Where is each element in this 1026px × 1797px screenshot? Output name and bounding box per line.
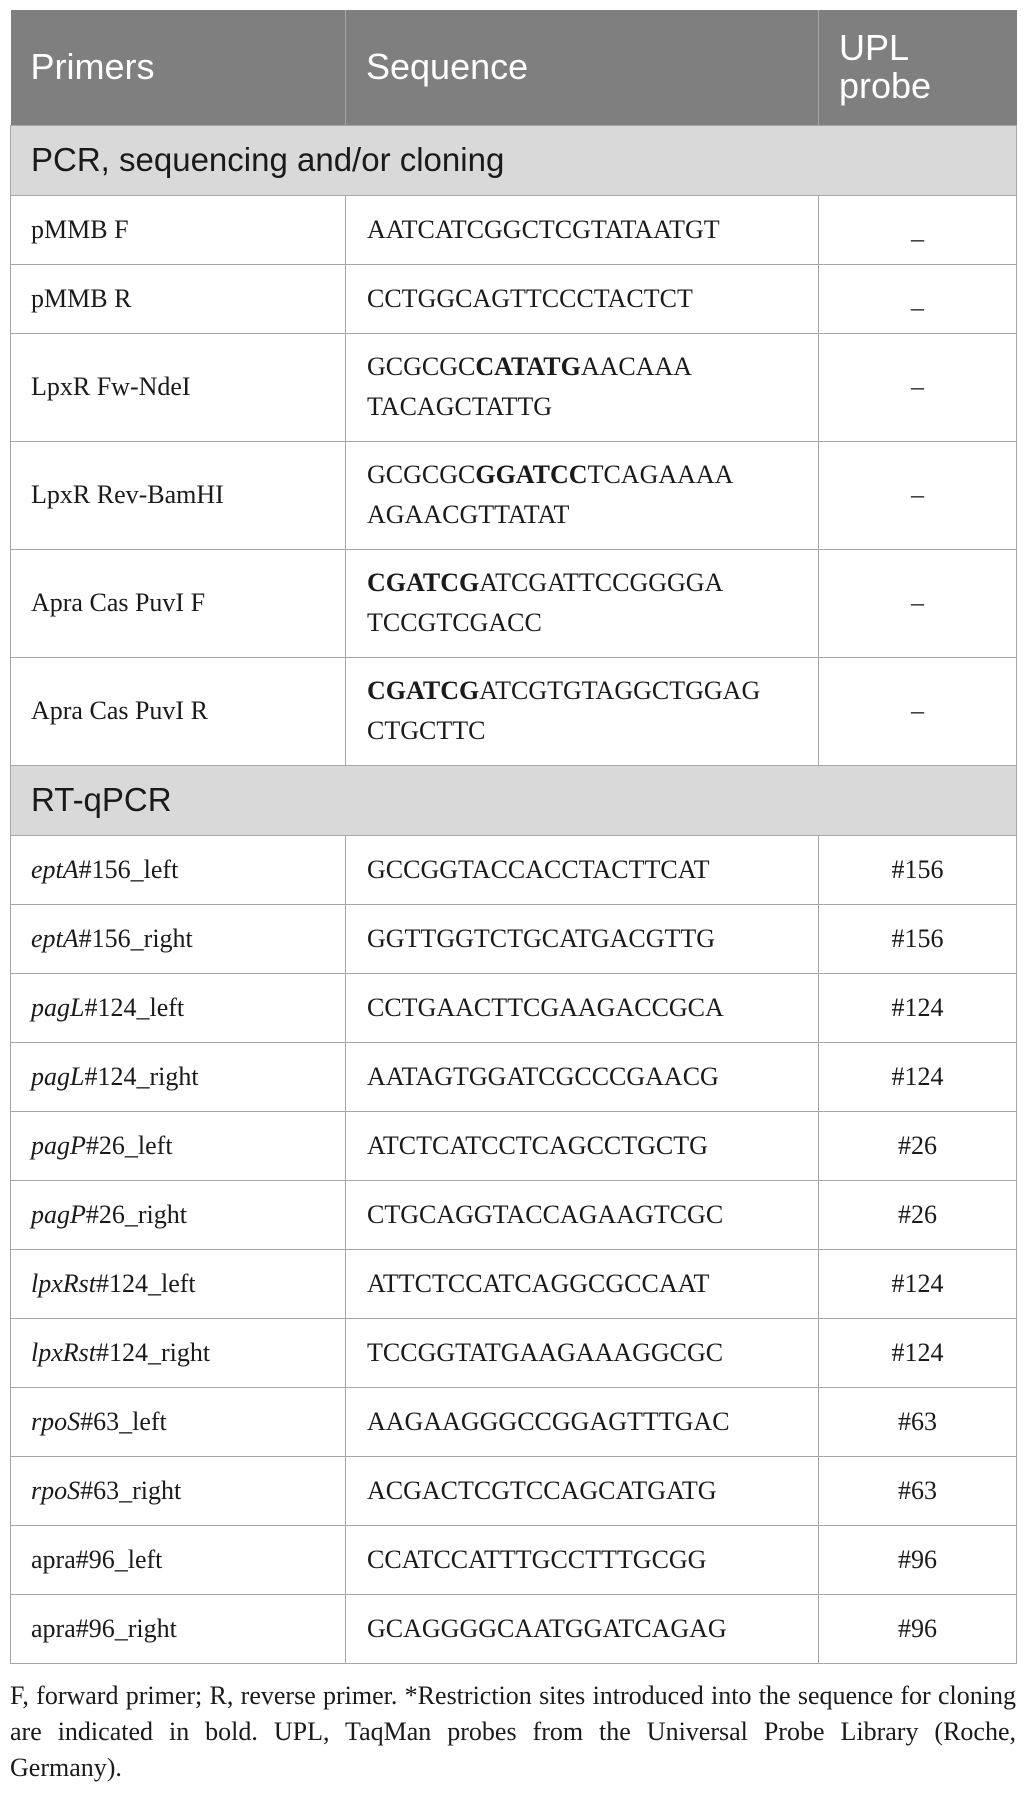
- table-row: [11, 904, 1017, 973]
- primer-name: pMMB F: [31, 214, 129, 244]
- primer-name-cell: [11, 1042, 346, 1111]
- sequence-cell: [346, 333, 819, 441]
- sequence-segment: CTGCTTC: [367, 716, 486, 745]
- gene-name: rpoS: [31, 1475, 81, 1505]
- upl-probe-cell: #96: [819, 1525, 1017, 1594]
- primer-name-cell: [11, 1249, 346, 1318]
- sequence-cell: [346, 549, 819, 657]
- primer-name: #124_left: [96, 1268, 196, 1298]
- primer-name: #124_right: [84, 1061, 199, 1091]
- header-sequence: Sequence: [346, 10, 819, 125]
- primer-name-cell: [11, 549, 346, 657]
- upl-probe-cell: –: [819, 549, 1017, 657]
- sequence-segment: AGAACGTTATAT: [367, 500, 570, 529]
- sequence-cell: [346, 1180, 819, 1249]
- sequence-segment: GCGCGC: [367, 460, 476, 489]
- upl-probe-cell: –: [819, 657, 1017, 765]
- sequence-cell: [346, 1249, 819, 1318]
- primer-name-cell: [11, 1525, 346, 1594]
- table-row: [11, 1318, 1017, 1387]
- table-row: [11, 264, 1017, 333]
- sequence-cell: [346, 1111, 819, 1180]
- upl-probe-cell: #124: [819, 1318, 1017, 1387]
- primer-name-cell: [11, 1111, 346, 1180]
- sequence-cell: [346, 441, 819, 549]
- sequence-cell: [346, 973, 819, 1042]
- header-primers: Primers: [11, 10, 346, 125]
- primer-name-cell: [11, 333, 346, 441]
- table-header: [11, 10, 1017, 125]
- table-body: [11, 125, 1017, 1663]
- primer-name: pMMB R: [31, 283, 132, 313]
- sequence-segment: TCCGGTATGAAGAAAGGCGC: [367, 1337, 724, 1367]
- primer-name: LpxR Rev-BamHI: [31, 480, 224, 509]
- sequence-segment: AACAAA: [580, 352, 693, 381]
- gene-name: eptA: [31, 923, 79, 953]
- upl-probe-cell: #156: [819, 835, 1017, 904]
- upl-probe-cell: #26: [819, 1111, 1017, 1180]
- sequence-segment: TCCGTCGACC: [367, 608, 542, 637]
- restriction-site: CGATCG: [367, 568, 480, 597]
- primer-name-cell: [11, 904, 346, 973]
- section-title: PCR, sequencing and/or cloning: [11, 125, 1017, 195]
- sequence-segment: TCAGAAAA: [587, 460, 734, 489]
- sequence-segment: CCTGGCAGTTCCCTACTCT: [367, 283, 693, 313]
- sequence-segment: TACAGCTATTG: [367, 392, 553, 421]
- sequence-segment: GCAGGGGCAATGGATCAGAG: [367, 1613, 727, 1643]
- primer-name: LpxR Fw-NdeI: [31, 372, 191, 401]
- sequence-segment: CCATCCATTTGCCTTTGCGG: [367, 1544, 707, 1574]
- primer-name-cell: [11, 264, 346, 333]
- primer-name: Apra Cas PuvI F: [31, 588, 206, 617]
- sequence-cell: [346, 1318, 819, 1387]
- gene-name: pagP: [31, 1130, 86, 1160]
- upl-probe-cell: #124: [819, 1042, 1017, 1111]
- table-row: [11, 1111, 1017, 1180]
- sequence-cell: [346, 1042, 819, 1111]
- sequence-segment: ACGACTCGTCCAGCATGATG: [367, 1475, 717, 1505]
- primer-name: #156_left: [78, 854, 179, 884]
- sequence-segment: AAGAAGGGCCGGAGTTTGAC: [367, 1406, 730, 1436]
- sequence-cell: [346, 1594, 819, 1663]
- table-row: [11, 657, 1017, 765]
- primer-name: #26_right: [85, 1199, 187, 1229]
- upl-probe-cell: –: [819, 333, 1017, 441]
- upl-probe-cell: #124: [819, 973, 1017, 1042]
- upl-probe-cell: #63: [819, 1456, 1017, 1525]
- header-upl-probe: [819, 10, 1017, 125]
- table-row: [11, 1456, 1017, 1525]
- table-row: [11, 1594, 1017, 1663]
- sequence-cell: [346, 904, 819, 973]
- sequence-segment: AATCATCGGCTCGTATAATGT: [367, 214, 720, 244]
- header-upl-line2: probe: [839, 65, 932, 107]
- table-row: [11, 1387, 1017, 1456]
- header-row: [11, 10, 1017, 125]
- upl-probe-cell: –: [819, 441, 1017, 549]
- primer-name-cell: [11, 973, 346, 1042]
- primer-name-cell: [11, 1456, 346, 1525]
- upl-probe-cell: #26: [819, 1180, 1017, 1249]
- sequence-cell: [346, 1387, 819, 1456]
- sequence-cell: [346, 1525, 819, 1594]
- primer-name: apra#96_left: [31, 1544, 163, 1574]
- section-row: [11, 125, 1017, 195]
- restriction-site: CGATCG: [367, 676, 480, 705]
- primer-name: #63_right: [80, 1475, 182, 1505]
- gene-name: eptA: [31, 854, 79, 884]
- gene-name: lpxRst: [31, 1337, 96, 1367]
- primer-name-cell: [11, 1180, 346, 1249]
- table-row: [11, 835, 1017, 904]
- sequence-cell: [346, 1456, 819, 1525]
- sequence-segment: AATAGTGGATCGCCCGAACG: [367, 1061, 719, 1091]
- primer-name: apra#96_right: [31, 1613, 177, 1643]
- table-row: [11, 973, 1017, 1042]
- gene-name: lpxRst: [31, 1268, 96, 1298]
- section-title: RT-qPCR: [11, 765, 1017, 835]
- sequence-segment: GCGCGC: [367, 352, 476, 381]
- primer-name: Apra Cas PuvI R: [31, 696, 208, 725]
- sequence-segment: ATTCTCCATCAGGCGCCAAT: [367, 1268, 710, 1298]
- sequence-segment: ATCGTGTAGGCTGGAG: [479, 676, 761, 705]
- primer-name: #26_left: [85, 1130, 173, 1160]
- primer-name-cell: [11, 835, 346, 904]
- primer-name-cell: [11, 1318, 346, 1387]
- upl-probe-cell: #96: [819, 1594, 1017, 1663]
- sequence-segment: CTGCAGGTACCAGAAGTCGC: [367, 1199, 724, 1229]
- restriction-site: CATATG: [475, 352, 581, 381]
- primer-name-cell: [11, 1387, 346, 1456]
- primer-name-cell: [11, 1594, 346, 1663]
- upl-probe-cell: _: [819, 264, 1017, 333]
- restriction-site: GGATCC: [475, 460, 588, 489]
- table-row: [11, 195, 1017, 264]
- sequence-segment: GGTTGGTCTGCATGACGTTG: [367, 923, 716, 953]
- table-row: [11, 441, 1017, 549]
- sequence-cell: [346, 195, 819, 264]
- table-row: [11, 549, 1017, 657]
- primer-name-cell: [11, 657, 346, 765]
- primer-name: #63_left: [80, 1406, 167, 1436]
- section-row: [11, 765, 1017, 835]
- gene-name: rpoS: [31, 1406, 81, 1436]
- primer-name-cell: [11, 195, 346, 264]
- sequence-segment: CCTGAACTTCGAAGACCGCA: [367, 992, 724, 1022]
- gene-name: pagP: [31, 1199, 86, 1229]
- header-upl-line1: UPL: [839, 27, 910, 69]
- primer-name: #124_left: [84, 992, 185, 1022]
- table-row: [11, 1180, 1017, 1249]
- sequence-cell: [346, 264, 819, 333]
- sequence-cell: [346, 835, 819, 904]
- primer-name: #124_right: [96, 1337, 211, 1367]
- upl-probe-cell: _: [819, 195, 1017, 264]
- table-row: [11, 333, 1017, 441]
- sequence-segment: ATCGATTCCGGGGA: [479, 568, 724, 597]
- table-footnote: F, forward primer; R, reverse primer. *Restriction sites introduced into the sequence for cloning are indicated in bold. UPL, TaqMan probes from the Universal Probe Library (Roche, Germany).: [10, 1681, 1016, 1782]
- table-row: [11, 1042, 1017, 1111]
- upl-probe-cell: #156: [819, 904, 1017, 973]
- primer-name-cell: [11, 441, 346, 549]
- primer-table: [10, 10, 1017, 1664]
- table-row: [11, 1525, 1017, 1594]
- primer-name: #156_right: [78, 923, 193, 953]
- table-row: [11, 1249, 1017, 1318]
- gene-name: pagL: [31, 992, 85, 1022]
- gene-name: pagL: [31, 1061, 85, 1091]
- sequence-cell: [346, 657, 819, 765]
- upl-probe-cell: #124: [819, 1249, 1017, 1318]
- sequence-segment: GCCGGTACCACCTACTTCAT: [367, 854, 710, 884]
- sequence-segment: ATCTCATCCTCAGCCTGCTG: [367, 1130, 708, 1160]
- upl-probe-cell: #63: [819, 1387, 1017, 1456]
